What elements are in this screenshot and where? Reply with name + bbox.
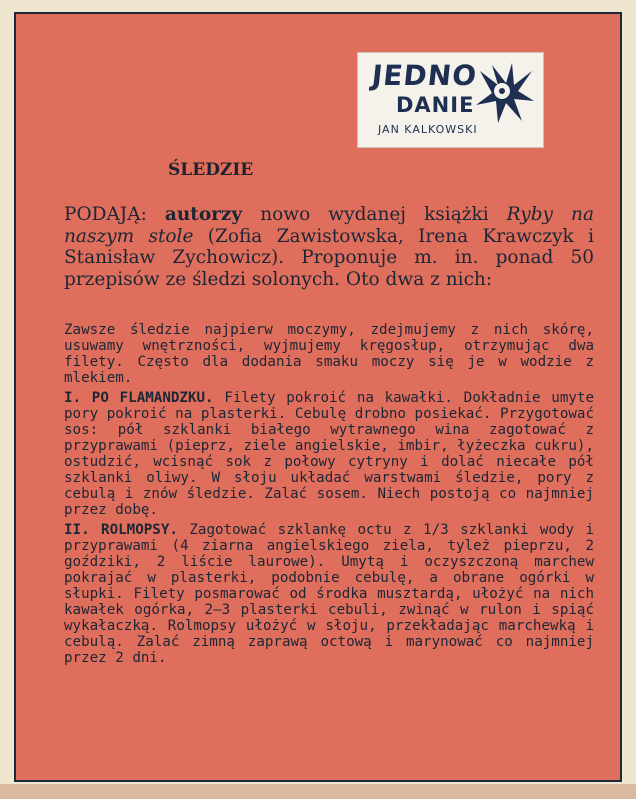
intro-text-2: (Zofia Zawistowska, Irena Krawczyk i Stanisław Zychowicz). Proponuje m. in. ponad 50 przepisów ze śledzi solonych. Oto dwa z nich: (64, 225, 594, 290)
article-title: ŚLEDZIE (168, 160, 254, 180)
intro-text-1: nowo wydanej książki (242, 204, 507, 225)
recipe-2 (64, 522, 594, 666)
recipe-2-text: Zagotować szklankę octu z 1/3 szklanki wody i przyprawami (4 ziarna angielskiego ziela, tyleż pieprzu, 2 goździki, 2 liście laurowe). Umytą i oczyszczoną marchew pokrajać w plasterki, podobnie cebulę, a obrane ogórki w słupki. Filety posmarować od środka musztardą, ułożyć na nich kawałek ogórka, 2—3 plasterki cebuli, zwinąć w rulon i spiąć wykałaczką. Rolmopsy ułożyć w słoju, przekładając marchewką i cebulą. Zalać zimną zaprawą octową i marynować co najmniej przez 2 dni. (64, 522, 594, 666)
logo-title-line1: JEDNO (370, 59, 479, 92)
column-logo (357, 52, 544, 148)
prep-paragraph: Zawsze śledzie najpierw moczymy, zdejmujemy z nich skórę, usuwamy wnętrzności, wyjmujemy kręgosłup, otrzymując dwa filety. Często dla dodania smaku moczy się je w wodzie z mlekiem. (64, 322, 594, 386)
article-intro (64, 204, 594, 290)
logo-author: JAN KALKOWSKI (378, 123, 478, 136)
article-body (64, 322, 594, 670)
recipe-1-heading: I. PO FLAMANDZKU. (64, 390, 214, 406)
recipe-2-heading: II. ROLMOPSY. (64, 522, 178, 538)
recipe-1-text: Filety pokroić na kawałki. Dokładnie umyte pory pokroić na plasterki. Cebulę drobno posiekać. Przygotować sos: pół szklanki białego wytrawnego wina zagotować z przyprawami (pieprz, ziele angielskie, imbir, łyżeczka cukru), ostudzić, wcisnąć sok z połowy cytryny i dolać niecałe pół szklanki oliwy. W słoju układać warstwami śledzie, pory z cebulą i znów śledzie. Zalać sosem. Niech postoją co najmniej przez dobę. (64, 390, 594, 518)
recipe-1 (64, 390, 594, 518)
page-edge (0, 784, 636, 799)
book-title: Ryby na naszym stole (64, 204, 594, 247)
fish-icon (472, 61, 536, 127)
intro-authors-word: autorzy (164, 204, 243, 225)
logo-title-line2: DANIE (396, 93, 475, 117)
intro-lead: PODAJĄ: (64, 204, 165, 225)
